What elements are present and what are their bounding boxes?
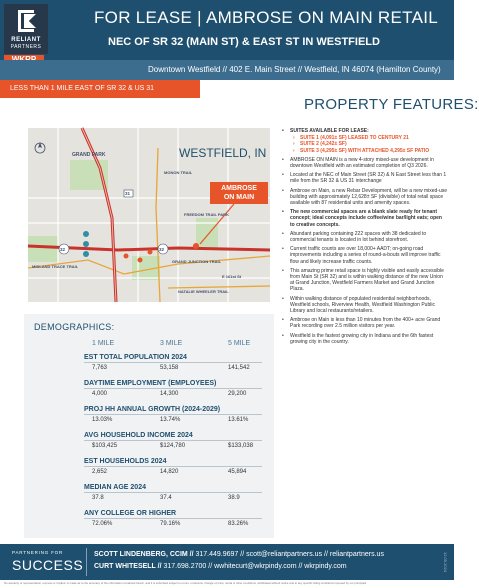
feature-item (282, 157, 448, 169)
demographics-value: 29,200 (228, 391, 247, 397)
demographics-value: 7,763 (92, 365, 108, 371)
property-callout (210, 182, 268, 204)
demographics-value: 38.9 (228, 495, 240, 501)
page-title: FOR LEASE | AMBROSE ON MAIN RETAIL (94, 8, 438, 27)
demographics-value: 72.06% (92, 521, 113, 527)
feature-item (282, 209, 448, 228)
suite-item: › SUITE 3 (4,295± SF) WITH ATTACHED 4,295± SF PATIO (290, 148, 448, 154)
demographics-value: 14,820 (160, 469, 179, 475)
contact-scott-name: SCOTT LINDENBERG, CCIM // (94, 551, 194, 558)
feature-text: • Westfield is the fastest growing city in Indiana and the 6th fastest growing city in the country. (290, 332, 434, 345)
header-bar (0, 0, 454, 60)
page-subtitle: NEC OF SR 32 (MAIN ST) & EAST ST IN WESTFIELD (108, 36, 380, 48)
footer-tagline-small: PARTNERING FOR (12, 550, 64, 555)
demographics-value: 4,000 (92, 391, 108, 397)
demographics-row-label: EST HOUSEHOLDS 2024 (84, 458, 262, 467)
map-label-grand-park: GRAND PARK (72, 152, 106, 158)
demographics-row-values (84, 389, 262, 399)
map-label-161st: E 161st St (222, 274, 242, 279)
feature-text: • Ambrose on Main, a new Rebar Development, will be a new mixed-use building with approximately 12,628± SF (divisible) of total retail space available with 87 residential units and amenity spaces. (290, 187, 448, 207)
feature-text: • AMBROSE ON MAIN is a new 4-story mixed-use development in downtown Westfield with an estimated completion of Q3 2026. (290, 156, 434, 170)
disclaimer-text: No warranty or representation, express or implied, is made as to the accuracy of the information contained herein, and it is submitted subject to errors, omissions, change of price, rental or other conditions, withdrawal without notice and to any specific listing conditions imposed by our principals. (4, 581, 368, 585)
demographics-col-1-mile: 1 MILE (92, 340, 115, 347)
demographics-value: $124,780 (160, 443, 186, 449)
contact-curt-details[interactable]: 317.698.2700 // wwhitecurt@wkrpindy.com // wkrpindy.com (161, 563, 347, 570)
feature-item (282, 268, 448, 293)
contact-scott-details[interactable]: 317.449.9697 // scott@reliantpartners.us // reliantpartners.us (193, 551, 384, 558)
feature-text: • Within walking distance of populated residential neighborhoods, Westfield schools, Riverview Health, Westfield Washington Public Library and local restaurants/retailers. (290, 295, 435, 315)
demographics-panel (24, 314, 274, 538)
map-label-route-32-west: 32 (60, 247, 66, 252)
feature-text: • The new commercial spaces are a blank slate ready for tenant concept; ideal concepts include coffee/wine bar/light eats; open to creative concepts. (290, 209, 442, 228)
feature-item (282, 333, 448, 345)
footer-tagline-large: SUCCESS (12, 557, 84, 573)
address-bar (0, 60, 454, 80)
feature-text: • This amazing prime retail space is highly visible and easily accessible from Main St (SR 32) and is within walking distance of the new Union at Grand Junction, Westfield Farmers Market and Grand Junction Plaza. (290, 267, 444, 293)
demographics-value: 37.8 (92, 495, 104, 501)
feature-item (282, 188, 448, 207)
feature-item (282, 246, 448, 265)
reliant-partners-logo (4, 4, 48, 54)
demographics-value: 2,652 (92, 469, 108, 475)
demographics-value: 45,894 (228, 469, 247, 475)
address-text: Downtown Westfield // 402 E. Main Street // Westfield, IN 46074 (Hamilton County) (148, 65, 441, 74)
map-label-midland-trail: MIDLAND TRACE TRAIL (32, 264, 79, 269)
demographics-col-3-mile: 3 MILE (160, 340, 183, 347)
contact-curt (94, 563, 347, 570)
demographics-row-values (84, 519, 262, 529)
demographics-row (84, 380, 262, 399)
map-label-grand-junction-trail: GRAND JUNCTION TRAIL (172, 259, 222, 264)
demographics-value: 13.61% (228, 417, 249, 423)
demographics-value: 53,158 (160, 365, 179, 371)
demographics-column-headers (24, 334, 274, 346)
demographics-value: 141,542 (228, 365, 250, 371)
reliant-logo-text: RELIANT (11, 37, 41, 43)
demographics-row-label: MEDIAN AGE 2024 (84, 484, 262, 493)
demographics-value: $133,038 (228, 443, 254, 449)
feature-item (282, 317, 448, 329)
map-label-route-32-east: 32 (159, 247, 165, 252)
callout-line-2: ON MAIN (223, 194, 255, 201)
location-map (28, 128, 270, 302)
suite-item: › SUITE 1 (4,091± SF) LEASED TO CENTURY 21 (290, 135, 448, 141)
demographics-row-label: EST TOTAL POPULATION 2024 (84, 354, 262, 363)
callout-line-1: AMBROSE (221, 185, 257, 192)
feature-item (282, 128, 448, 154)
feature-text: • Abundant parking containing 222 spaces with 38 dedicated to commercial tenants is located in lot behind storefront. (290, 230, 427, 244)
demographics-row-values (84, 493, 262, 503)
demographics-col-5-mile: 5 MILE (228, 340, 251, 347)
footer-date: 12.05.2024 (443, 552, 448, 573)
demographics-row-label: PROJ HH ANNUAL GROWTH (2024-2029) (84, 406, 262, 415)
reliant-logo-subtext: PARTNERS (10, 44, 42, 50)
demographics-value: 14,300 (160, 391, 179, 397)
features-list (282, 128, 448, 348)
demographics-value: 13.74% (160, 417, 181, 423)
demographics-row (84, 458, 262, 477)
footer-divider (86, 548, 87, 576)
feature-item (282, 231, 448, 243)
demographics-value: 37.4 (160, 495, 172, 501)
demographics-row (84, 432, 262, 451)
demographics-row (84, 406, 262, 425)
demographics-row (84, 354, 262, 373)
demographics-row-values (84, 441, 262, 451)
feature-item (282, 296, 448, 315)
demographics-value: 79.16% (160, 521, 181, 527)
map-label-natalie-trail: NATALIE WHEELER TRAIL (178, 289, 229, 294)
suite-list (290, 135, 448, 154)
demographics-value: 83.26% (228, 521, 249, 527)
contact-curt-name: CURT WHITESELL // (94, 563, 162, 570)
map-label-monon-trail: MONON TRAIL (164, 170, 193, 175)
demographics-row-label: AVG HOUSEHOLD INCOME 2024 (84, 432, 262, 441)
demographics-value: $103,425 (92, 443, 118, 449)
contact-scott (94, 551, 384, 558)
demographics-row-values (84, 415, 262, 425)
demographics-row (84, 484, 262, 503)
demographics-row-values (84, 467, 262, 477)
features-heading: PROPERTY FEATURES: (304, 96, 479, 113)
demographics-title: DEMOGRAPHICS: (34, 322, 115, 332)
suite-item: › SUITE 2 (4,242± SF) (290, 141, 448, 147)
feature-item (282, 172, 448, 184)
map-city-label: WESTFIELD, IN (179, 146, 267, 160)
demographics-row-values (84, 363, 262, 373)
feature-text: • Ambrose on Main is less than 10 minutes from the 400+ acre Grand Park recording over 2.5 million visitors per year. (290, 317, 441, 330)
distance-banner (0, 80, 200, 98)
demographics-row (84, 510, 262, 529)
distance-text: LESS THAN 1 MILE EAST OF SR 32 & US 31 (10, 85, 155, 92)
feature-text: • Current traffic counts are over 18,000+ AADT; on-going road improvements including a series of round-a-bouts will improve traffic flow and likely increase traffic counts. (290, 246, 441, 265)
feature-text: • Located at the NEC of Main Street (SR 32) & N East Street less than 1 mile from the SR 32 & US 31 interchange (290, 172, 447, 185)
map-label-freedom-park: FREEDOM TRAIL PARK (184, 212, 229, 217)
map-label-route-31: 31 (125, 191, 131, 196)
demographics-row-label: ANY COLLEGE OR HIGHER (84, 510, 262, 519)
footer-bar (0, 544, 454, 580)
demographics-value: 13.03% (92, 417, 113, 423)
demographics-row-label: DAYTIME EMPLOYMENT (EMPLOYEES) (84, 380, 262, 389)
feature-text: • SUITES AVAILABLE FOR LEASE: (290, 128, 369, 134)
